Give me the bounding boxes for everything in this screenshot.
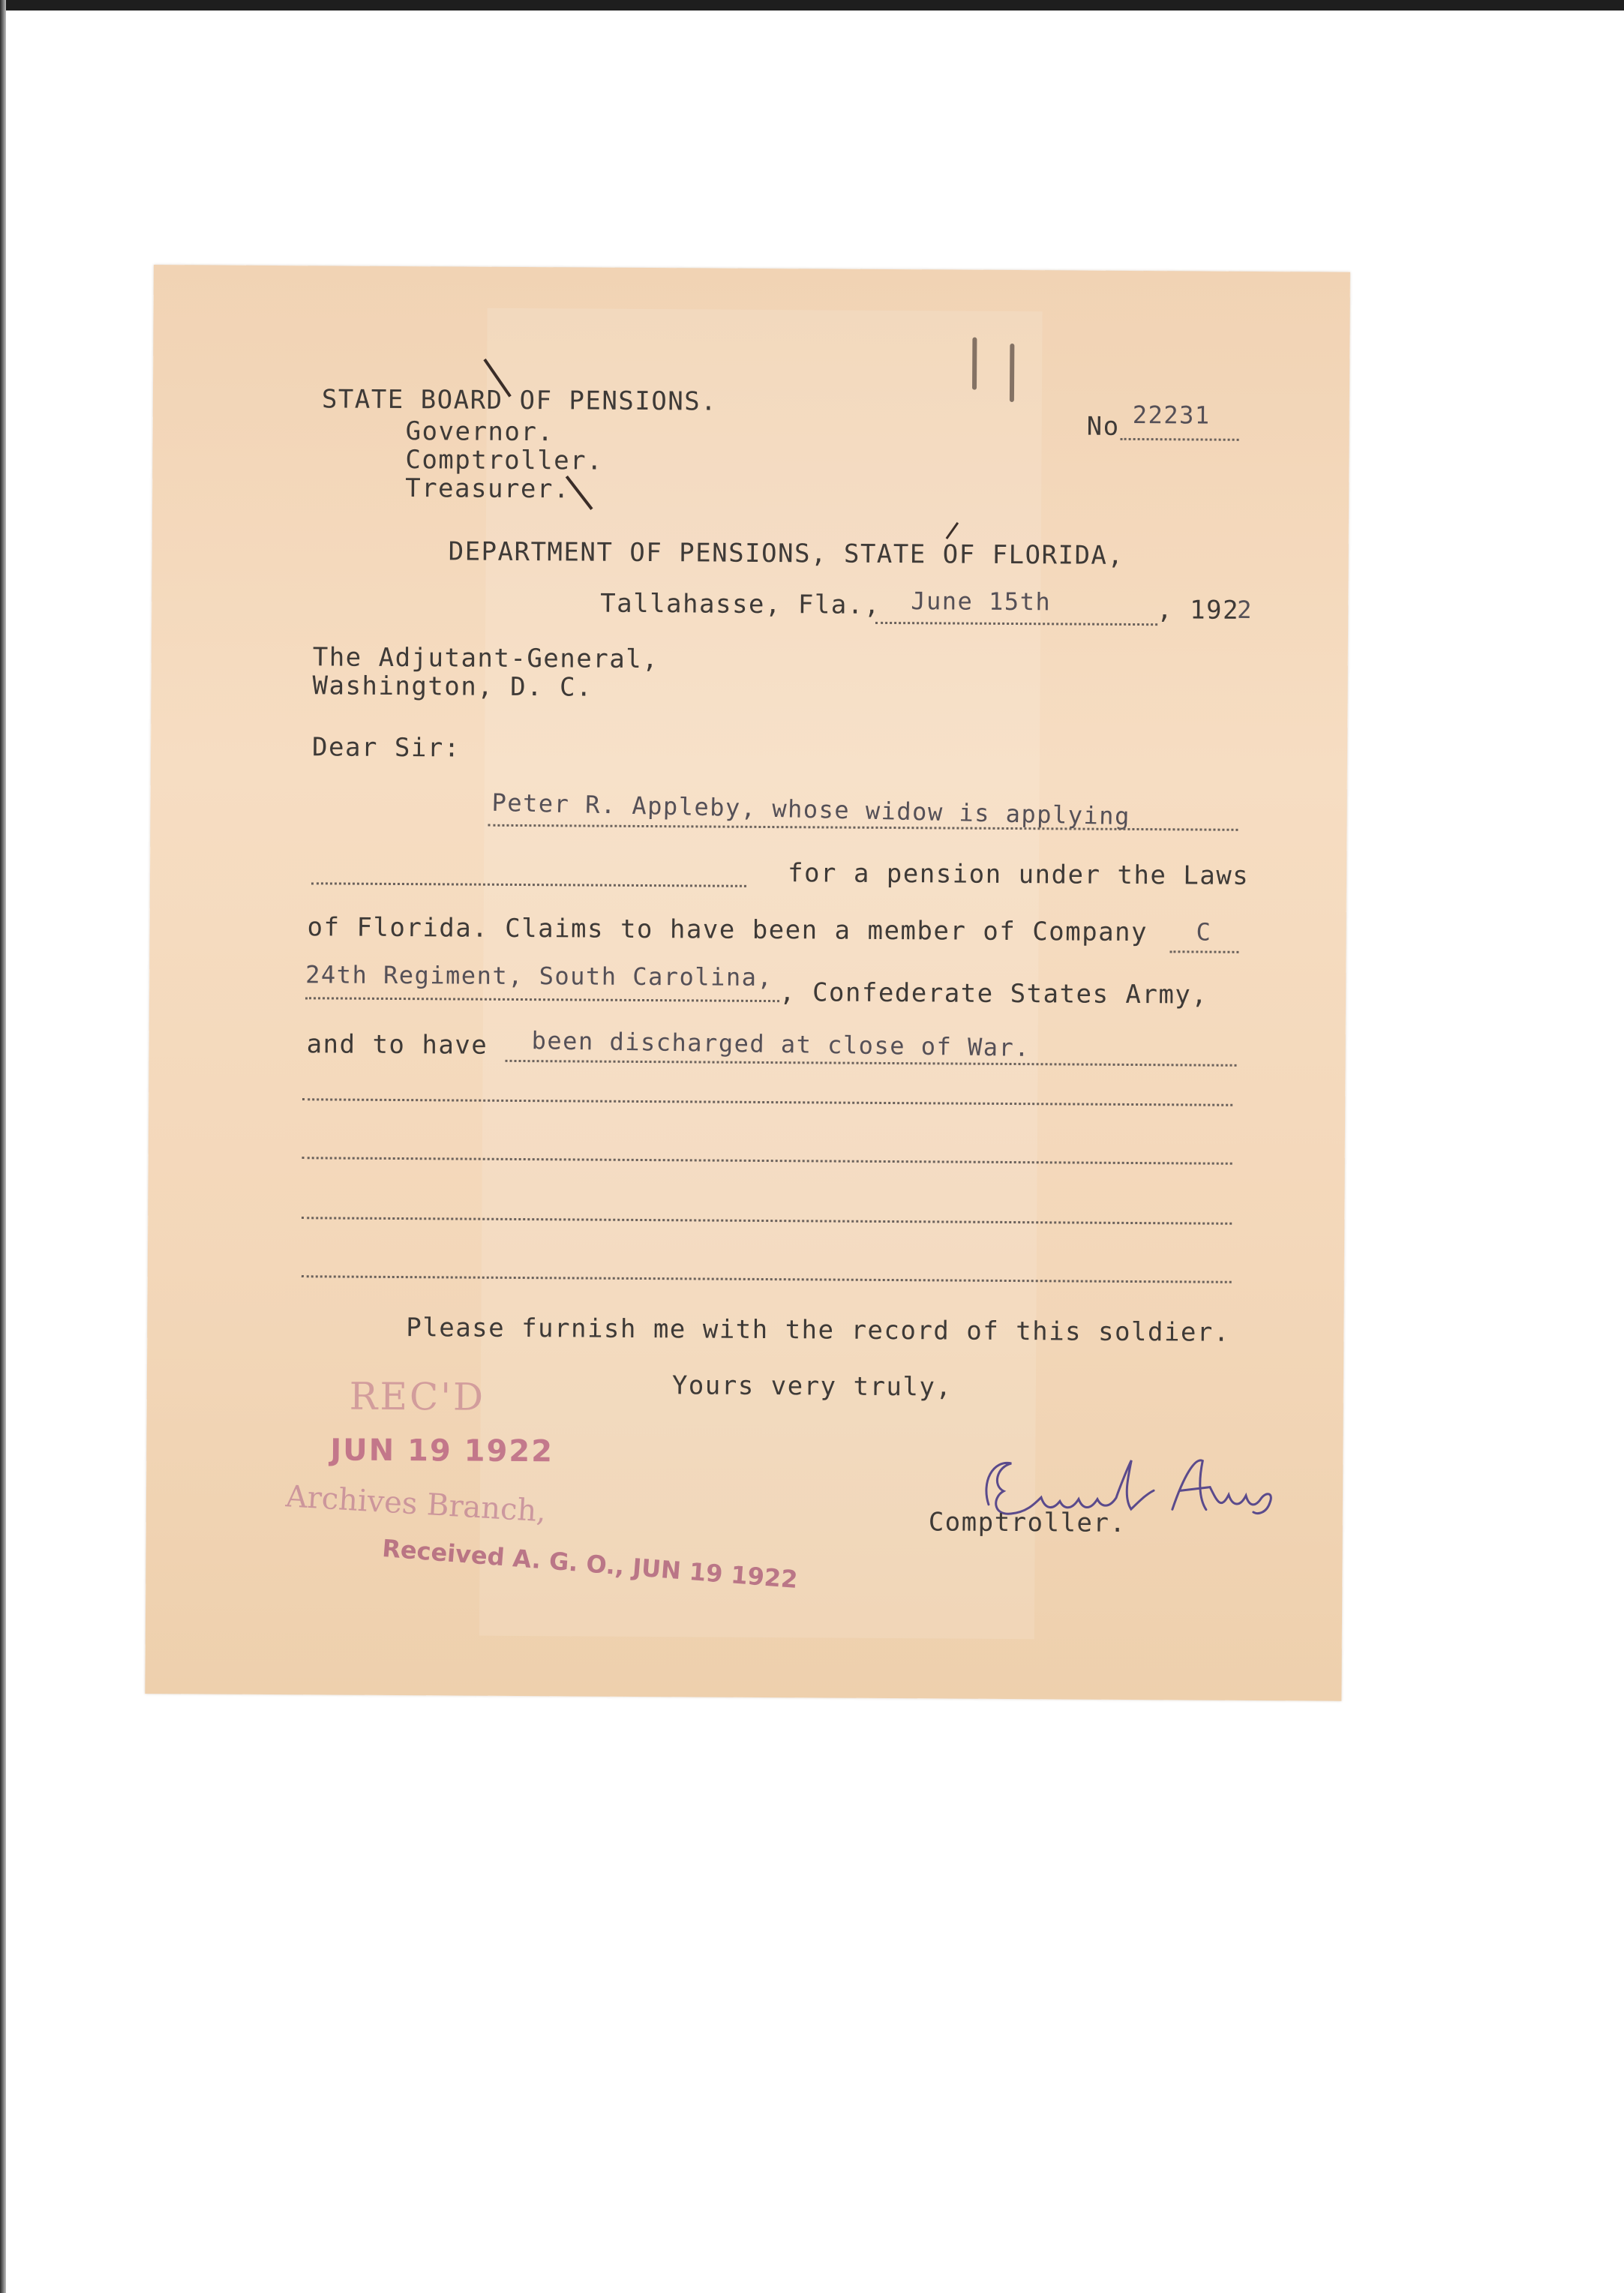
department-title: DEPARTMENT OF PENSIONS, STATE OF FLORIDA, bbox=[448, 536, 1124, 571]
regiment-fill: 24th Regiment, South Carolina, bbox=[305, 960, 773, 992]
year-prefix: , 192 bbox=[1157, 595, 1240, 626]
staple-mark bbox=[972, 338, 977, 390]
number-line bbox=[1121, 438, 1239, 441]
number-label: No bbox=[1086, 411, 1120, 442]
claims-text: of Florida. Claims to have been a member of Company bbox=[307, 912, 1148, 948]
pension-text: for a pension under the Laws bbox=[787, 858, 1250, 891]
addressee-line-1: The Adjutant-General, bbox=[312, 642, 659, 675]
board-title: STATE BOARD OF PENSIONS. bbox=[321, 384, 718, 417]
discharge-label: and to have bbox=[306, 1029, 488, 1061]
scan-left-edge bbox=[0, 0, 6, 2293]
closing: Yours very truly, bbox=[671, 1370, 953, 1403]
company-line bbox=[1169, 950, 1238, 953]
recd-stamp: REC'D bbox=[349, 1374, 486, 1419]
request-text: Please furnish me with the record of this soldier. bbox=[406, 1313, 1230, 1348]
soldier-name-fill: Peter R. Appleby, whose widow is applying bbox=[491, 788, 1131, 831]
signer-title: Comptroller. bbox=[928, 1507, 1127, 1538]
pension-letter bbox=[145, 265, 1350, 1701]
board-member-comptroller: Comptroller. bbox=[405, 445, 604, 476]
place: Tallahasse, Fla., bbox=[600, 588, 881, 620]
salutation: Dear Sir: bbox=[311, 732, 461, 764]
archives-branch-stamp: Archives Branch, bbox=[284, 1479, 548, 1529]
number-value: 22231 bbox=[1132, 400, 1211, 430]
discharge-fill: been discharged at close of War. bbox=[531, 1026, 1031, 1062]
army-text: , Confederate States Army, bbox=[779, 977, 1208, 1010]
received-ago-stamp: Received A. G. O., JUN 19 1922 bbox=[381, 1533, 799, 1594]
addressee-line-2: Washington, D. C. bbox=[312, 671, 593, 703]
recd-date-stamp: JUN 19 1922 bbox=[330, 1433, 554, 1469]
board-member-treasurer: Treasurer. bbox=[405, 473, 571, 505]
scan-top-edge bbox=[0, 0, 1624, 11]
company-value: C bbox=[1196, 917, 1212, 947]
date-value: June 15th bbox=[911, 587, 1052, 617]
year-suffix: 2 bbox=[1237, 595, 1253, 624]
staple-mark bbox=[1010, 344, 1014, 402]
board-member-governor: Governor. bbox=[405, 416, 554, 448]
